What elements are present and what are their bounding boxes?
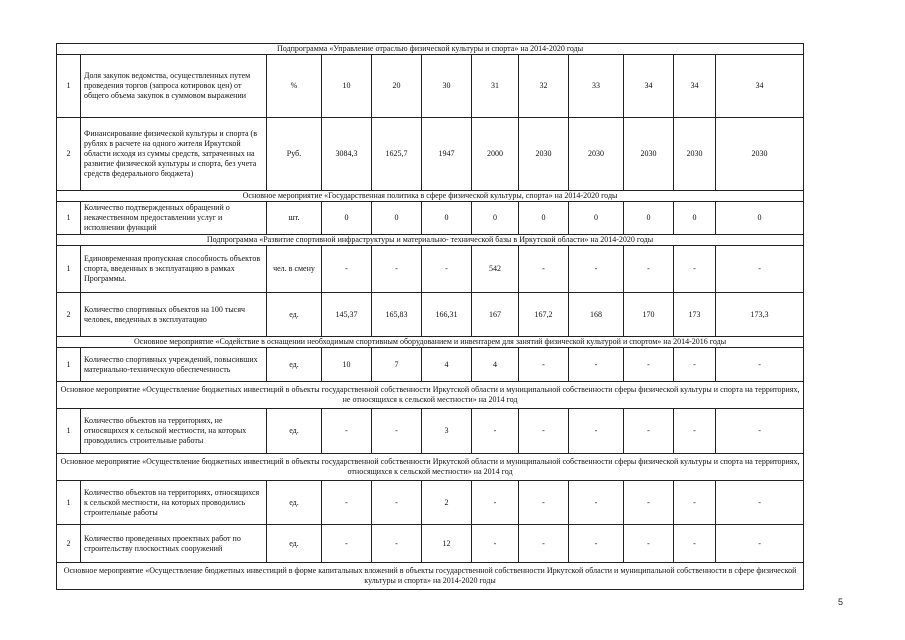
value-cell: - — [372, 246, 422, 293]
unit-cell: ед. — [267, 348, 322, 382]
value-cell: - — [569, 481, 624, 525]
value-cell: - — [624, 481, 674, 525]
value-cell: 4 — [472, 348, 519, 382]
value-cell: - — [624, 348, 674, 382]
table-row — [57, 118, 804, 191]
indicator-name: Финансирование физической культуры и спорта (в рублях в расчете на одного жителя Иркутской области исходя из суммы средств, затраченных на развитие физической культуры и спорта, без учета средств федерального бюджета) — [81, 118, 267, 191]
value-cell: - — [322, 525, 372, 563]
value-cell: - — [519, 481, 569, 525]
value-cell: 20 — [372, 55, 422, 118]
unit-cell: % — [267, 55, 322, 118]
table-row — [57, 246, 804, 293]
section-header: Подпрограмма «Управление отраслью физической культуры и спорта» на 2014-2020 годы — [57, 44, 804, 55]
table-row — [57, 481, 804, 525]
indicator-name: Доля закупок ведомства, осуществленных путем проведения торгов (запроса котировок цен) от общего объема закупок в суммовом выражении — [81, 55, 267, 118]
value-cell: - — [624, 525, 674, 563]
indicator-name: Количество подтвержденных обращений о некачественном предоставлении услуг и исполнении функций — [81, 202, 267, 235]
value-cell: 10 — [322, 55, 372, 118]
value-cell: - — [716, 409, 804, 454]
row-number: 2 — [57, 525, 81, 563]
row-number: 1 — [57, 202, 81, 235]
value-cell: - — [716, 348, 804, 382]
row-number: 2 — [57, 293, 81, 337]
value-cell: - — [322, 481, 372, 525]
value-cell: 34 — [624, 55, 674, 118]
value-cell: - — [569, 409, 624, 454]
value-cell: 2030 — [674, 118, 716, 191]
value-cell: 12 — [422, 525, 472, 563]
section-header: Подпрограмма «Развитие спортивной инфраструктуры и материально- технической базы в Иркутской области» на 2014-2020 годы — [57, 235, 804, 246]
value-cell: - — [569, 246, 624, 293]
row-number: 1 — [57, 348, 81, 382]
value-cell: 10 — [322, 348, 372, 382]
value-cell: 3 — [422, 409, 472, 454]
value-cell: - — [372, 409, 422, 454]
value-cell: 0 — [422, 202, 472, 235]
value-cell: 166,31 — [422, 293, 472, 337]
value-cell: - — [674, 409, 716, 454]
value-cell: - — [322, 246, 372, 293]
unit-cell: ед. — [267, 409, 322, 454]
value-cell: - — [624, 409, 674, 454]
value-cell: - — [674, 348, 716, 382]
value-cell: 0 — [372, 202, 422, 235]
value-cell: - — [674, 525, 716, 563]
section-header: Основное мероприятие «Содействие в оснащении необходимым спортивным оборудованием и инвентарем для занятий физической культурой и спортом» на 2014-2016 годы — [57, 337, 804, 348]
section-header: Основное мероприятие «Осуществление бюджетных инвестиций в форме капитальных вложений в объекты государственной собственности Иркутской области и муниципальной собственности в сфере физической культуры и спорта» на 2014-2020 годы — [57, 563, 804, 590]
value-cell: 34 — [674, 55, 716, 118]
value-cell: 0 — [519, 202, 569, 235]
section-header: Основное мероприятие «Осуществление бюджетных инвестиций в объекты государственной собственности Иркутской области и муниципальной собственности сферы физической культуры и спорта на территориях, относящихся к сельской местности» на 2014 год — [57, 454, 804, 481]
value-cell: - — [624, 246, 674, 293]
row-number: 1 — [57, 55, 81, 118]
table-row — [57, 348, 804, 382]
unit-cell: ед. — [267, 293, 322, 337]
value-cell: 167,2 — [519, 293, 569, 337]
table-row — [57, 202, 804, 235]
value-cell: 31 — [472, 55, 519, 118]
value-cell: 30 — [422, 55, 472, 118]
value-cell: 0 — [716, 202, 804, 235]
value-cell: 2030 — [716, 118, 804, 191]
value-cell: 170 — [624, 293, 674, 337]
section-header-row — [57, 44, 804, 55]
value-cell: - — [519, 348, 569, 382]
value-cell: 0 — [624, 202, 674, 235]
section-header-row — [57, 563, 804, 590]
page-number: 5 — [838, 597, 844, 607]
section-header-row — [57, 337, 804, 348]
indicator-name: Количество спортивных объектов на 100 тысяч человек, введенных в эксплуатацию — [81, 293, 267, 337]
value-cell: - — [716, 481, 804, 525]
value-cell: - — [569, 348, 624, 382]
value-cell: - — [472, 409, 519, 454]
value-cell: 2030 — [624, 118, 674, 191]
value-cell: 2030 — [569, 118, 624, 191]
table-row — [57, 293, 804, 337]
value-cell: 0 — [569, 202, 624, 235]
value-cell: - — [519, 246, 569, 293]
value-cell: 3084,3 — [322, 118, 372, 191]
value-cell: 165,83 — [372, 293, 422, 337]
value-cell: - — [716, 525, 804, 563]
indicator-name: Единовременная пропускная способность объектов спорта, введенных в эксплуатацию в рамках Программы. — [81, 246, 267, 293]
value-cell: 542 — [472, 246, 519, 293]
value-cell: 168 — [569, 293, 624, 337]
indicator-name: Количество объектов на территориях, не относящихся к сельской местности, на которых проводились строительные работы — [81, 409, 267, 454]
section-header-row — [57, 235, 804, 246]
value-cell: - — [716, 246, 804, 293]
value-cell: 173,3 — [716, 293, 804, 337]
value-cell: 32 — [519, 55, 569, 118]
value-cell: 34 — [716, 55, 804, 118]
table-row — [57, 55, 804, 118]
value-cell: - — [519, 525, 569, 563]
unit-cell: шт. — [267, 202, 322, 235]
value-cell: - — [519, 409, 569, 454]
value-cell: 0 — [472, 202, 519, 235]
indicator-name: Количество спортивных учреждений, повысивших материально-техническую обеспеченность — [81, 348, 267, 382]
row-number: 2 — [57, 118, 81, 191]
indicator-name: Количество объектов на территориях, относящихся к сельской местности, на которых проводились строительные работы — [81, 481, 267, 525]
unit-cell: чел. в смену — [267, 246, 322, 293]
value-cell: 2 — [422, 481, 472, 525]
section-header: Основное мероприятие «Государственная политика в сфере физической культуры, спорта» на 2014-2020 годы — [57, 191, 804, 202]
value-cell: - — [472, 481, 519, 525]
table-body — [57, 44, 804, 590]
value-cell: 2030 — [519, 118, 569, 191]
value-cell: 1947 — [422, 118, 472, 191]
row-number: 1 — [57, 409, 81, 454]
unit-cell: ед. — [267, 525, 322, 563]
value-cell: 173 — [674, 293, 716, 337]
value-cell: 7 — [372, 348, 422, 382]
table-row — [57, 409, 804, 454]
indicator-name: Количество проведенных проектных работ по строительству плоскостных сооружений — [81, 525, 267, 563]
value-cell: - — [569, 525, 624, 563]
value-cell: 145,37 — [322, 293, 372, 337]
value-cell: 167 — [472, 293, 519, 337]
unit-cell: ед. — [267, 481, 322, 525]
value-cell: - — [674, 246, 716, 293]
value-cell: - — [372, 481, 422, 525]
section-header-row — [57, 191, 804, 202]
row-number: 1 — [57, 481, 81, 525]
value-cell: - — [372, 525, 422, 563]
value-cell: 0 — [322, 202, 372, 235]
value-cell: 4 — [422, 348, 472, 382]
section-header: Основное мероприятие «Осуществление бюджетных инвестиций в объекты государственной собственности Иркутской области и муниципальной собственности сферы физической культуры и спорта на территориях, не относящихся к сельской местности» на 2014 год — [57, 382, 804, 409]
row-number: 1 — [57, 246, 81, 293]
value-cell: 0 — [674, 202, 716, 235]
section-header-row — [57, 382, 804, 409]
indicators-table — [56, 43, 804, 590]
value-cell: - — [422, 246, 472, 293]
value-cell: - — [322, 409, 372, 454]
table-row — [57, 525, 804, 563]
value-cell: 1625,7 — [372, 118, 422, 191]
value-cell: - — [472, 525, 519, 563]
value-cell: 2000 — [472, 118, 519, 191]
value-cell: 33 — [569, 55, 624, 118]
value-cell: - — [674, 481, 716, 525]
section-header-row — [57, 454, 804, 481]
unit-cell: Руб. — [267, 118, 322, 191]
